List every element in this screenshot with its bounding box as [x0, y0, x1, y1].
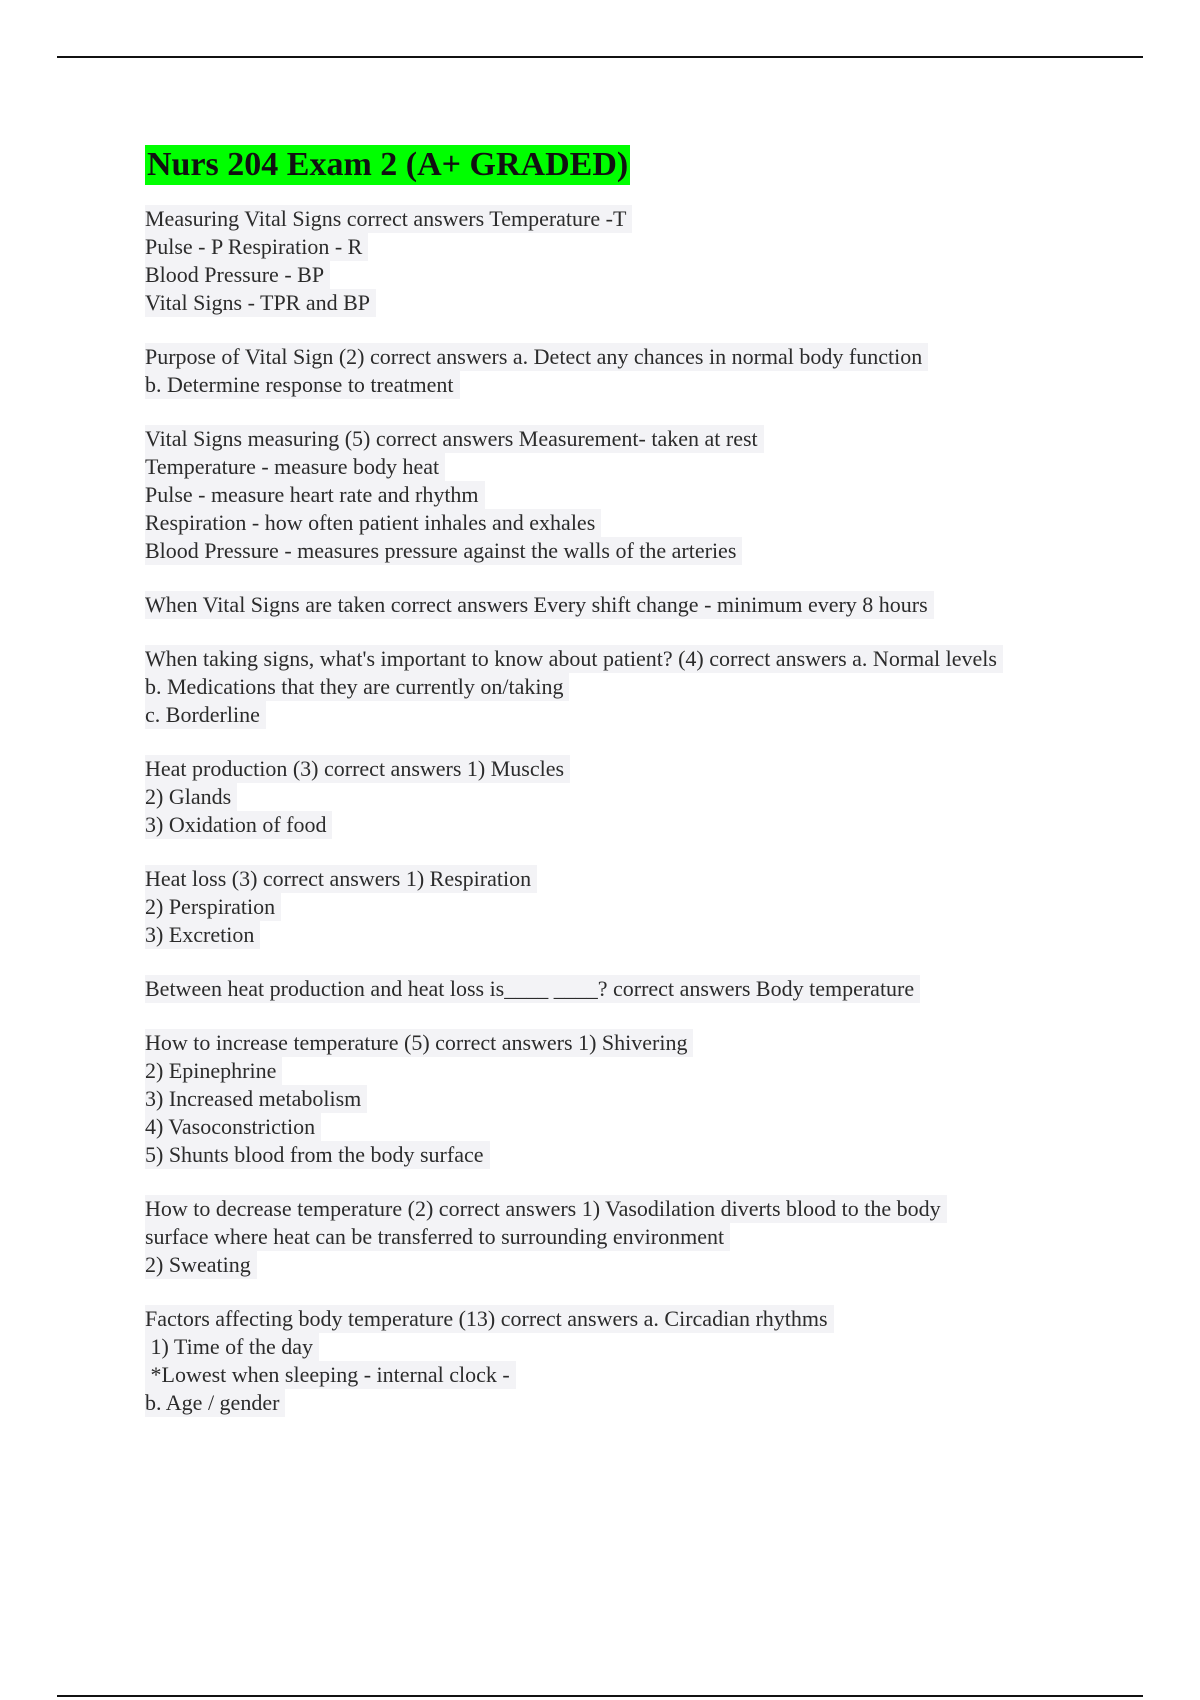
document-title: Nurs 204 Exam 2 (A+ GRADED)	[147, 146, 629, 183]
qa-answer-line: Respiration - how often patient inhales and exhales	[145, 509, 601, 537]
qa-block	[145, 645, 1105, 729]
qa-answer-line: 3) Increased metabolism	[145, 1085, 367, 1113]
qa-answer-line: 2) Sweating	[145, 1251, 257, 1279]
qa-answer-line: 3) Excretion	[145, 921, 260, 949]
qa-block	[145, 1195, 1105, 1279]
qa-block	[145, 591, 1105, 619]
qa-answer-line: b. Determine response to treatment	[145, 371, 460, 399]
qa-block	[145, 865, 1105, 949]
bottom-page-rule	[57, 1695, 1143, 1697]
qa-answer-line: 2) Perspiration	[145, 893, 281, 921]
qa-question-line: How to increase temperature (5) correct answers 1) Shivering	[145, 1029, 693, 1057]
qa-question-line: Purpose of Vital Sign (2) correct answers a. Detect any chances in normal body function	[145, 343, 928, 371]
qa-answer-line: Vital Signs - TPR and BP	[145, 289, 376, 317]
qa-answer-line: Temperature - measure body heat	[145, 453, 445, 481]
qa-question-line: When taking signs, what's important to know about patient? (4) correct answers a. Normal levels	[145, 645, 1003, 673]
qa-question-line: Factors affecting body temperature (13) correct answers a. Circadian rhythms	[145, 1305, 834, 1333]
qa-answer-line: Blood Pressure - BP	[145, 261, 330, 289]
qa-block	[145, 755, 1105, 839]
qa-answer-line: Blood Pressure - measures pressure against the walls of the arteries	[145, 537, 742, 565]
qa-question-line: Measuring Vital Signs correct answers Temperature -T	[145, 205, 632, 233]
qa-answer-line: b. Medications that they are currently on/taking	[145, 673, 569, 701]
qa-blocks	[145, 205, 1105, 1417]
qa-block	[145, 1029, 1105, 1169]
qa-block	[145, 975, 1105, 1003]
qa-answer-line: b. Age / gender	[145, 1389, 285, 1417]
qa-answer-line: *Lowest when sleeping - internal clock -	[145, 1361, 516, 1389]
qa-answer-line: Pulse - P Respiration - R	[145, 233, 368, 261]
qa-block	[145, 205, 1105, 317]
qa-answer-line: surface where heat can be transferred to surrounding environment	[145, 1223, 730, 1251]
qa-question-line: How to decrease temperature (2) correct answers 1) Vasodilation diverts blood to the body	[145, 1195, 947, 1223]
qa-question-line: Heat production (3) correct answers 1) Muscles	[145, 755, 570, 783]
qa-question-line: Vital Signs measuring (5) correct answers Measurement- taken at rest	[145, 425, 764, 453]
qa-answer-line: 2) Glands	[145, 783, 237, 811]
qa-answer-line: c. Borderline	[145, 701, 266, 729]
qa-answer-line: 2) Epinephrine	[145, 1057, 282, 1085]
qa-answer-line: Pulse - measure heart rate and rhythm	[145, 481, 485, 509]
qa-block	[145, 343, 1105, 399]
qa-block	[145, 1305, 1105, 1417]
qa-answer-line: 5) Shunts blood from the body surface	[145, 1141, 490, 1169]
document-body	[145, 145, 1105, 1443]
qa-question-line: Between heat production and heat loss is____ ____? correct answers Body temperature	[145, 975, 920, 1003]
qa-question-line: Heat loss (3) correct answers 1) Respiration	[145, 865, 537, 893]
qa-block	[145, 425, 1105, 565]
qa-answer-line: 4) Vasoconstriction	[145, 1113, 321, 1141]
qa-answer-line: 3) Oxidation of food	[145, 811, 332, 839]
qa-question-line: When Vital Signs are taken correct answers Every shift change - minimum every 8 hours	[145, 591, 934, 619]
top-page-rule	[57, 56, 1143, 58]
qa-answer-line: 1) Time of the day	[145, 1333, 319, 1361]
